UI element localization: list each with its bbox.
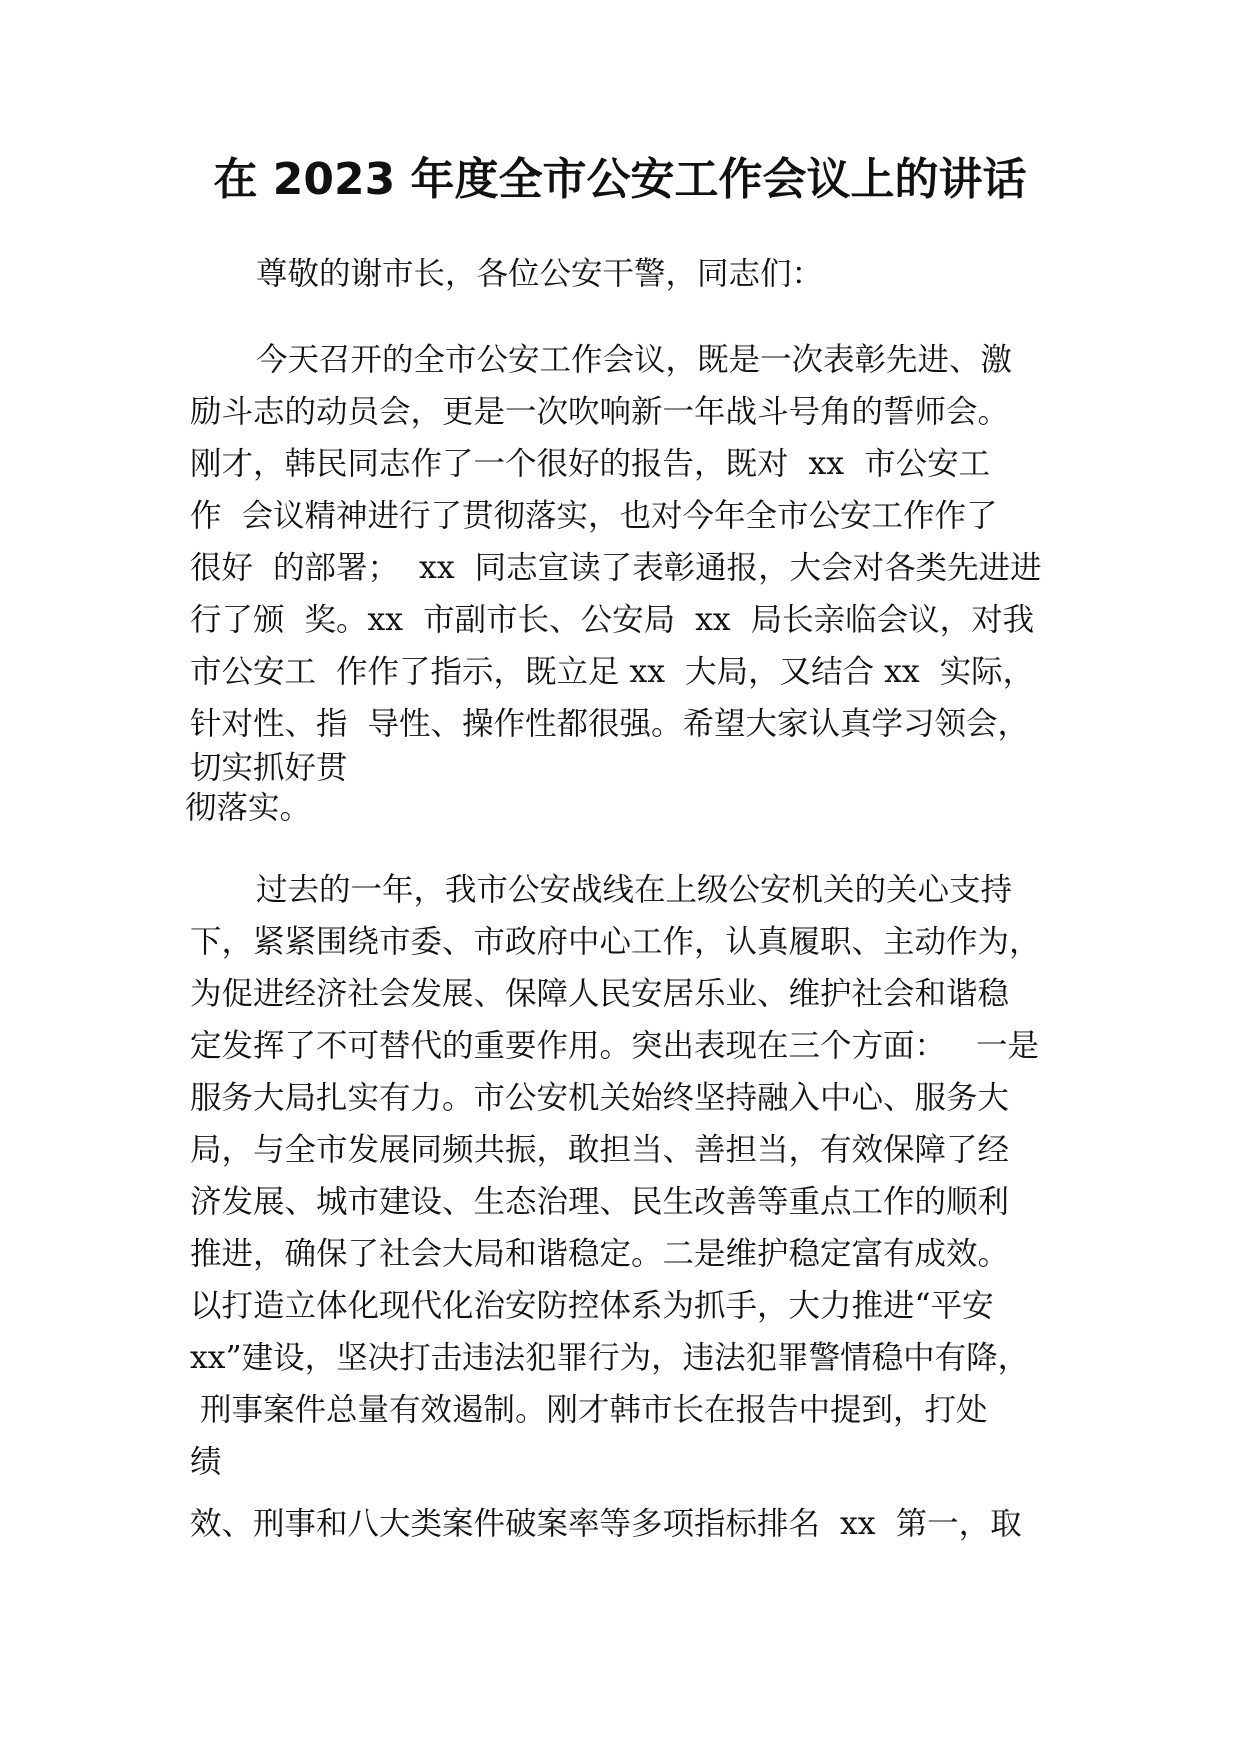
body-line: 行了颁 奖。xx 市副市长、公安局 xx 局长亲临会议，对我 (190, 602, 1035, 638)
body-line: 济发展、城市建设、生态治理、民生改善等重点工作的顺利 (190, 1184, 1010, 1220)
body-line: 效、刑事和八大类案件破案率等多项指标排名 xx 第一，取 (190, 1506, 1022, 1542)
body-line: 针对性、指 导性、操作性都很强。希望大家认真学习领会， (190, 706, 1030, 742)
body-line: 推进，确保了社会大局和谐稳定。二是维护稳定富有成效。 (190, 1236, 1010, 1272)
body-line: 服务大局扎实有力。市公安机关始终坚持融入中心、服务大 (190, 1080, 1010, 1116)
body-line: 切实抓好贯 (190, 750, 348, 786)
body-line: 下，紧紧围绕市委、市政府中心工作，认真履职、主动作为， (190, 924, 1041, 960)
body-line: 市公安工 作作了指示，既立足 xx 大局，又结合 xx 实际， (190, 654, 1035, 690)
body-line: 今天召开的全市公安工作会议，既是一次表彰先进、激 (256, 342, 1013, 378)
body-line: 很好 的部署； xx 同志宣读了表彰通报，大会对各类先进进 (190, 550, 1042, 586)
body-line: 绩 (190, 1444, 222, 1480)
body-line: 定发挥了不可替代的重要作用。突出表现在三个方面： 一是 (190, 1028, 1040, 1064)
body-line: 为促进经济社会发展、保障人民安居乐业、维护社会和谐稳 (190, 976, 1010, 1012)
body-line: 作 会议精神进行了贯彻落实，也对今年全市公安工作作了 (190, 498, 998, 534)
body-line: 刚才，韩民同志作了一个很好的报告，既对 xx 市公安工 (190, 446, 991, 482)
body-line: 过去的一年，我市公安战线在上级公安机关的关心支持 (256, 872, 1013, 908)
salutation: 尊敬的谢市长，各位公安干警，同志们： (256, 256, 824, 292)
body-line: 局，与全市发展同频共振，敢担当、善担当，有效保障了经 (190, 1132, 1010, 1168)
body-line: 彻落实。 (185, 790, 312, 826)
body-line: xx”建设，坚决打击违法犯罪行为，违法犯罪警情稳中有降， (190, 1340, 1030, 1376)
body-line: 励斗志的动员会，更是一次吹响新一年战斗号角的誓师会。 (190, 394, 1010, 430)
body-line: 刑事案件总量有效遏制。刚才韩市长在报告中提到，打处 (190, 1392, 988, 1428)
document-title: 在 2023 年度全市公安工作会议上的讲话 (213, 154, 1027, 205)
body-line: 以打造立体化现代化治安防控体系为抓手，大力推进“平安 (190, 1288, 994, 1324)
